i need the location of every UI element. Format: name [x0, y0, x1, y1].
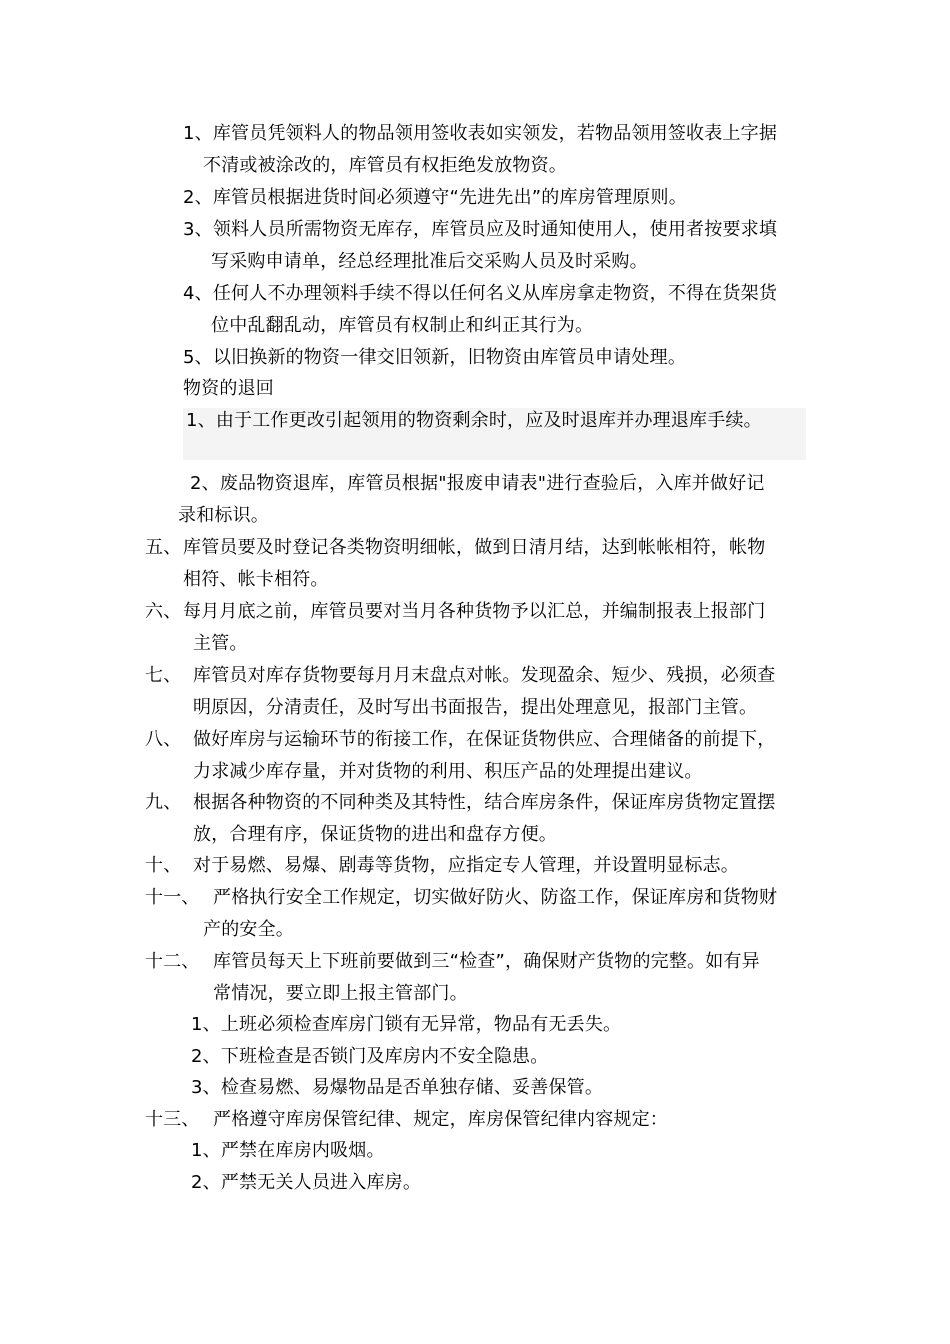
item-line: 录和标识。 [178, 505, 269, 526]
section-line: 严格遵守库房保管纪律、规定，库房保管纪律内容规定： [213, 1109, 668, 1130]
sub-item: 2、下班检查是否锁门及库房内不安全隐患。 [191, 1046, 549, 1067]
section-number: 六、 [145, 601, 182, 622]
section-number: 十三、 [145, 1109, 200, 1130]
sub-item: 1、严禁在库房内吸烟。 [191, 1140, 385, 1161]
section-line: 每月月底之前，库管员要对当月各种货物予以汇总，并编制报表上报部门 [183, 601, 766, 622]
item-line: 2、库管员根据进货时间必须遵守“先进先出”的库房管理原则。 [183, 187, 687, 208]
section-number: 五、 [145, 537, 182, 558]
sub-item: 3、检查易燃、易爆物品是否单独存储、妥善保管。 [191, 1077, 604, 1098]
subheading: 物资的退回 [183, 378, 274, 399]
section-line: 力求减少库存量，并对货物的利用、积压产品的处理提出建议。 [193, 761, 703, 782]
section-line: 放，合理有序，保证货物的进出和盘存方便。 [193, 824, 557, 845]
section-line: 库管员对库存货物要每月月末盘点对帐。发现盈余、短少、残损，必须查 [193, 665, 776, 686]
section-line: 根据各种物资的不同种类及其特性，结合库房条件，保证库房货物定置摆 [193, 792, 776, 813]
sub-item: 1、上班必须检查库房门锁有无异常，物品有无丢失。 [191, 1014, 622, 1035]
section-number: 十二、 [145, 951, 200, 972]
section-number: 七、 [145, 665, 182, 686]
section-line: 主管。 [193, 633, 248, 654]
section-line: 做好库房与运输环节的衔接工作，在保证货物供应、合理储备的前提下， [193, 729, 776, 750]
section-number: 十一、 [145, 887, 200, 908]
item-line: 不清或被涂改的，库管员有权拒绝发放物资。 [203, 155, 567, 176]
item-line: 位中乱翻乱动，库管员有权制止和纠正其行为。 [211, 315, 594, 336]
section-line: 常情况，要立即上报主管部门。 [213, 983, 468, 1004]
item-line: 1、库管员凭领料人的物品领用签收表如实领发，若物品领用签收表上字据 [183, 123, 778, 144]
sub-item: 2、严禁无关人员进入库房。 [191, 1172, 422, 1193]
item-line: 2、废品物资退库，库管员根据"报废申请表"进行查验后，入库并做好记 [190, 473, 765, 494]
section-line: 对于易燃、易爆、剧毒等货物，应指定专人管理，并设置明显标志。 [193, 855, 739, 876]
section-line: 严格执行安全工作规定，切实做好防火、防盗工作，保证库房和货物财 [213, 887, 778, 908]
section-line: 库管员每天上下班前要做到三“检查”，确保财产货物的完整。如有异 [213, 951, 760, 972]
section-number: 十、 [145, 855, 182, 876]
item-line: 写采购申请单，经总经理批准后交采购人员及时采购。 [211, 251, 648, 272]
section-line: 明原因，分清责任，及时写出书面报告，提出处理意见，报部门主管。 [193, 697, 758, 718]
section-number: 九、 [145, 792, 182, 813]
section-line: 相符、帐卡相符。 [183, 569, 329, 590]
item-line: 4、任何人不办理领料手续不得以任何名义从库房拿走物资，不得在货架货 [183, 283, 778, 304]
item-line: 1、由于工作更改引起领用的物资剩余时，应及时退库并办理退库手续。 [186, 410, 762, 431]
item-line: 3、领料人员所需物资无库存，库管员应及时通知使用人，使用者按要求填 [183, 219, 778, 240]
section-number: 八、 [145, 729, 182, 750]
item-line: 5、以旧换新的物资一律交旧领新，旧物资由库管员申请处理。 [183, 347, 687, 368]
section-line: 产的安全。 [203, 919, 294, 940]
section-line: 库管员要及时登记各类物资明细帐，做到日清月结，达到帐帐相符，帐物 [183, 537, 766, 558]
